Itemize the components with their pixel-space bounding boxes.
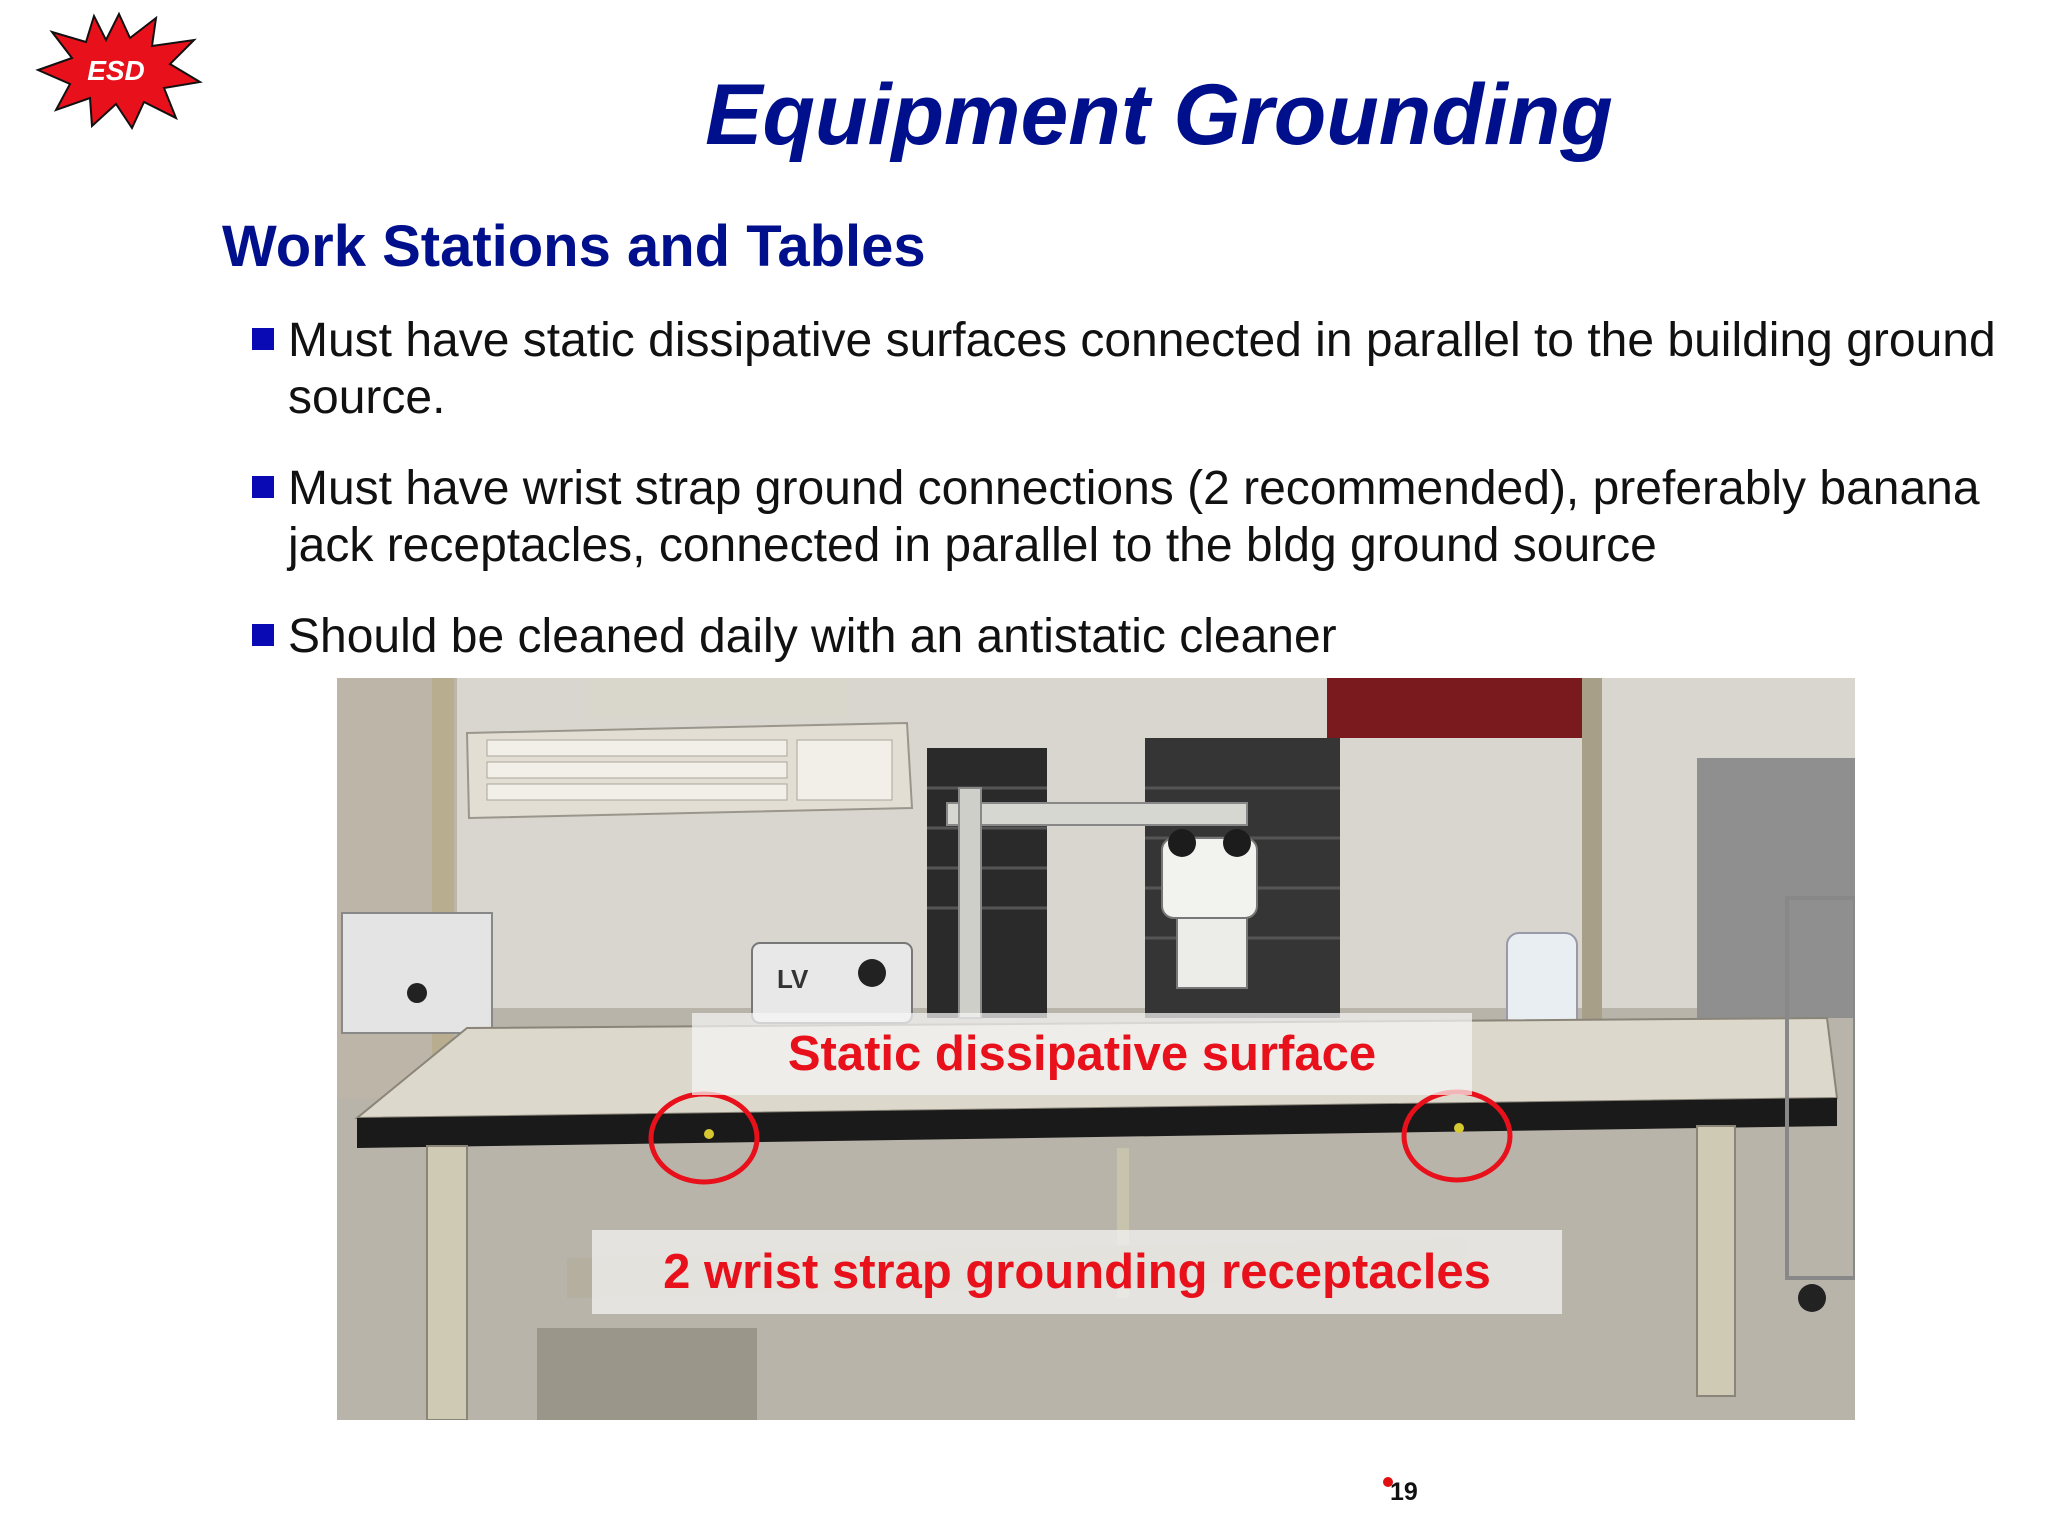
workstation-photo <box>337 678 1855 1420</box>
light-box-label: LV <box>777 964 809 994</box>
bullet-item <box>248 608 2038 665</box>
square-bullet-icon <box>252 328 274 350</box>
page-number: 19 <box>1390 1478 1418 1506</box>
bullet-item <box>248 460 2038 574</box>
bullet-text: Must have wrist strap ground connections (2 recommended), preferably banana jack receptacles, connected in parallel to the bldg ground source <box>288 462 1980 572</box>
square-bullet-icon <box>252 476 274 498</box>
bullet-list <box>248 312 2038 699</box>
page-title: Equipment Grounding <box>705 67 1613 163</box>
bullet-text: Should be cleaned daily with an antistatic cleaner <box>288 610 1337 663</box>
esd-logo-text: ESD <box>87 55 145 86</box>
section-subtitle: Work Stations and Tables <box>222 214 926 279</box>
bullet-text: Must have static dissipative surfaces connected in parallel to the building ground source. <box>288 314 1996 424</box>
callout-wrist-strap-receptacles: 2 wrist strap grounding receptacles <box>592 1230 1562 1314</box>
square-bullet-icon <box>252 624 274 646</box>
callout-static-dissipative-surface: Static dissipative surface <box>692 1013 1472 1095</box>
bullet-item <box>248 312 2038 426</box>
